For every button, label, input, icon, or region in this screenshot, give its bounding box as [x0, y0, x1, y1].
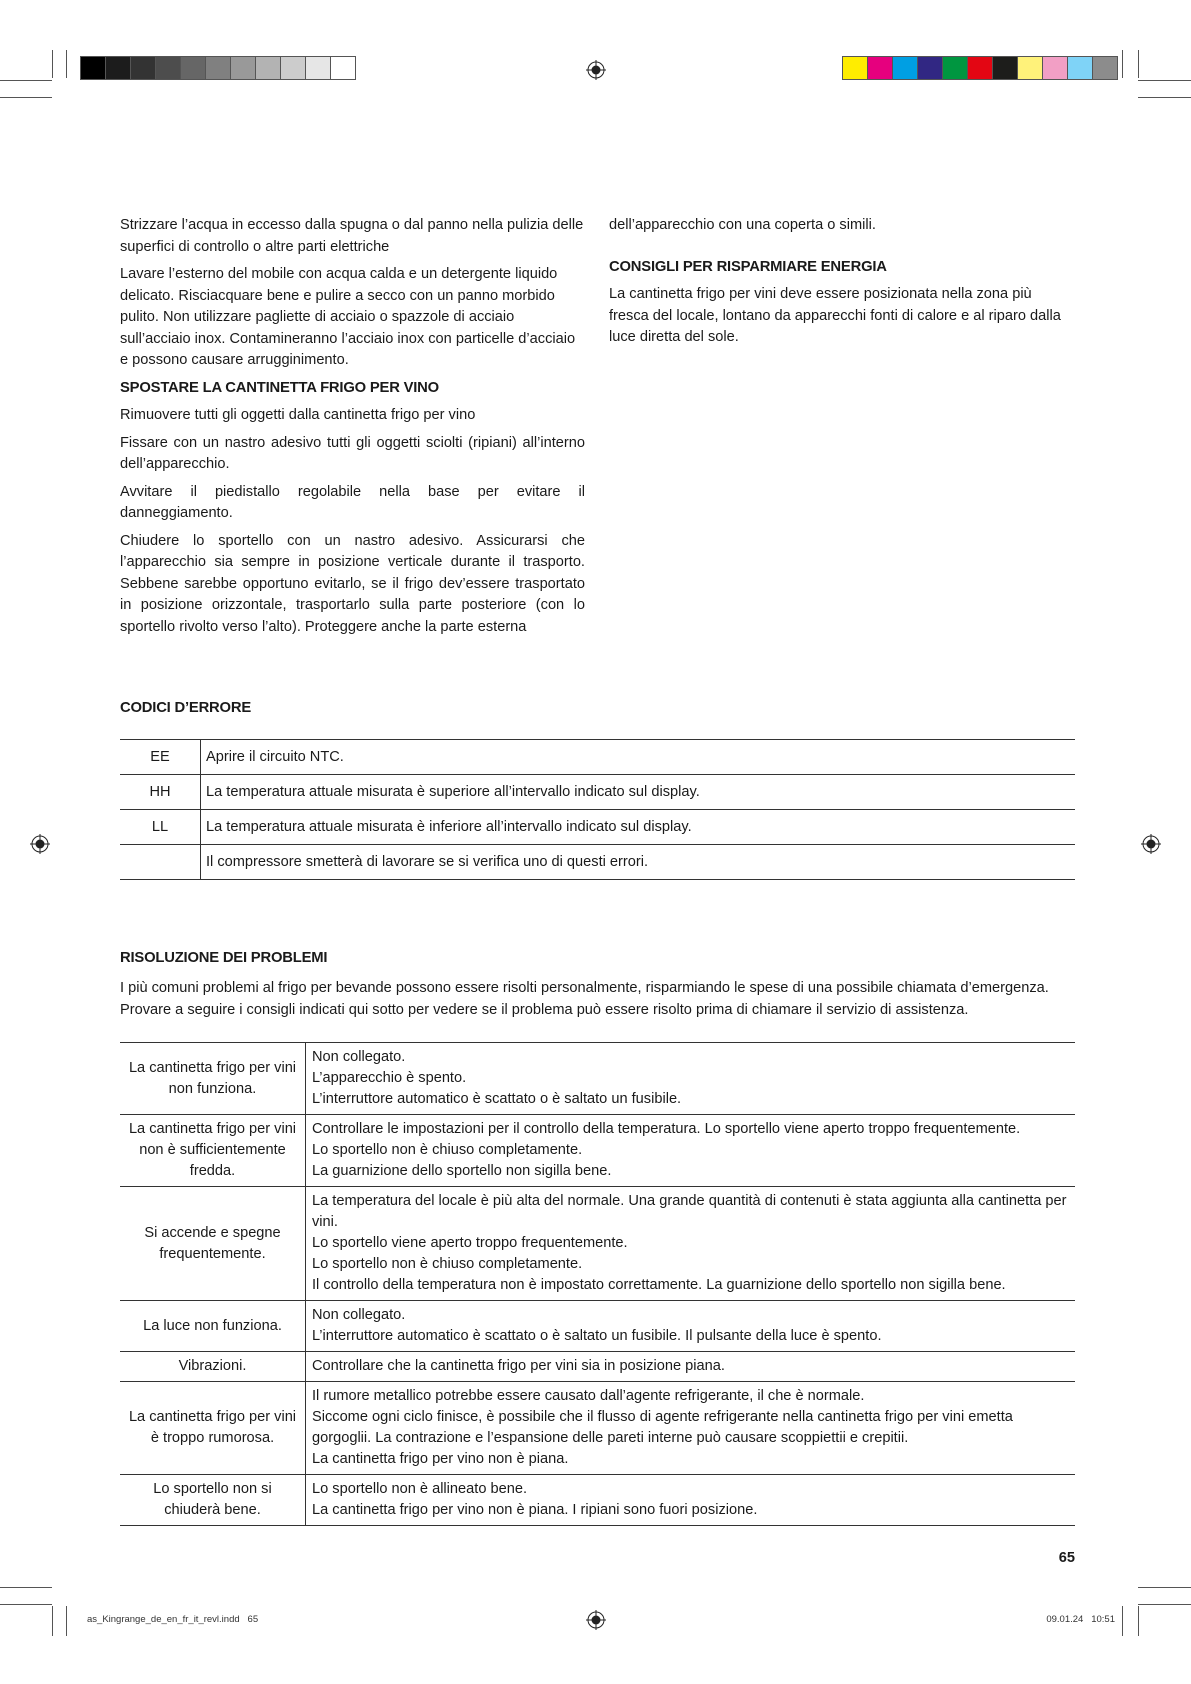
solution-line: La guarnizione dello sportello non sigilla bene.	[312, 1163, 612, 1179]
color-swatch	[330, 56, 356, 80]
solution-line: L’apparecchio è spento.	[312, 1070, 467, 1086]
troubleshooting-table	[120, 1042, 1075, 1526]
solution-line: Lo sportello viene aperto troppo frequentemente.	[312, 1235, 628, 1251]
solution-line: Lo sportello non è allineato bene.	[312, 1481, 528, 1497]
solution-cell	[306, 1352, 1076, 1382]
print-timestamp: 09.01.24 10:51	[1046, 1614, 1115, 1625]
color-swatch	[1042, 56, 1068, 80]
table-row	[120, 1352, 1075, 1382]
problem-cell: Vibrazioni.	[120, 1352, 306, 1382]
error-code: EE	[120, 740, 201, 775]
solution-cell	[306, 1043, 1076, 1115]
color-swatch	[305, 56, 331, 80]
color-swatch	[842, 56, 868, 80]
problem-cell: Lo sportello non si chiuderà bene.	[120, 1475, 306, 1526]
color-swatch	[280, 56, 306, 80]
error-description: Aprire il circuito NTC.	[201, 740, 1076, 775]
solution-line: La cantinetta frigo per vino non è piana.	[312, 1451, 569, 1467]
color-swatch	[967, 56, 993, 80]
color-swatch	[992, 56, 1018, 80]
table-row	[120, 740, 1075, 775]
solution-cell	[306, 1382, 1076, 1475]
solution-cell	[306, 1475, 1076, 1526]
solution-line: Non collegato.	[312, 1049, 406, 1065]
solution-line: Lo sportello non è chiuso completamente.	[312, 1256, 583, 1272]
paragraph: Strizzare l’acqua in eccesso dalla spugna o dal panno nella pulizia delle superfici di controllo o altre parti elettriche	[120, 217, 584, 255]
registration-mark-icon	[586, 60, 606, 80]
solution-cell	[306, 1301, 1076, 1352]
error-code: HH	[120, 775, 201, 810]
problem-cell: Si accende e spegne frequentemente.	[120, 1187, 306, 1301]
table-row	[120, 810, 1075, 845]
color-swatch	[130, 56, 156, 80]
registration-mark-icon	[30, 834, 50, 854]
file-slug: as_Kingrange_de_en_fr_it_revl.indd 65	[87, 1614, 259, 1625]
paragraph: Rimuovere tutti gli oggetti dalla cantinetta frigo per vino	[120, 407, 476, 423]
registration-mark-icon	[1141, 834, 1161, 854]
paragraph: Avvitare il piedistallo regolabile nella base per evitare il danneggiamento.	[120, 483, 585, 521]
color-swatch	[917, 56, 943, 80]
right-column	[609, 215, 1074, 355]
solution-line: La temperatura del locale è più alta del normale. Una grande quantità di contenuti è stata aggiunta alla cantinetta per vini.	[312, 1193, 1067, 1230]
registration-mark-icon	[586, 1610, 606, 1630]
paragraph: Lavare l’esterno del mobile con acqua calda e un detergente liquido delicato. Risciacquare bene e pulire a secco con un panno morbido pulito. Non utilizzare pagliette di acciaio o spazzole di acciaio sull’acciaio inox. Contamineranno l’acciaio inox con particelle d’acciaio e possono causare arrugginimento.	[120, 266, 576, 368]
color-swatch	[180, 56, 206, 80]
problem-cell: La luce non funziona.	[120, 1301, 306, 1352]
table-row	[120, 775, 1075, 810]
color-swatch	[205, 56, 231, 80]
color-swatch	[255, 56, 281, 80]
solution-cell	[306, 1115, 1076, 1187]
error-description: Il compressore smetterà di lavorare se si verifica uno di questi errori.	[201, 845, 1076, 880]
solution-line: Siccome ogni ciclo finisce, è possibile che il flusso di agente refrigerante nella cantinetta frigo per vini emetta gorgoglii. La contrazione e l’espansione delle pareti interne può causare scoppiettii e crepitii.	[312, 1409, 1013, 1446]
solution-line: Controllare che la cantinetta frigo per vini sia in posizione piana.	[312, 1358, 725, 1374]
color-swatch	[230, 56, 256, 80]
paragraph: dell’apparecchio con una coperta o simili.	[609, 217, 876, 233]
solution-line: Il rumore metallico potrebbe essere causato dall’agente refrigerante, il che è normale.	[312, 1388, 865, 1404]
solution-line: Controllare le impostazioni per il controllo della temperatura. Lo sportello viene aperto troppo frequentemente.	[312, 1121, 1021, 1137]
troubleshooting-intro: I più comuni problemi al frigo per bevande possono essere risolti personalmente, risparmiando le spese di una possibile chiamata d’emergenza. Provare a seguire i consigli indicati qui sotto per vedere se il problema può essere risolto prima di chiamare il servizio di assistenza.	[120, 980, 1049, 1018]
section-heading-troubleshooting: RISOLUZIONE DEI PROBLEMI	[120, 950, 328, 966]
section-heading-error-codes: CODICI D’ERRORE	[120, 700, 252, 716]
color-swatch	[1092, 56, 1118, 80]
left-column	[120, 215, 585, 644]
error-description: La temperatura attuale misurata è inferiore all’intervallo indicato sul display.	[201, 810, 1076, 845]
solution-cell	[306, 1187, 1076, 1301]
table-row	[120, 1475, 1075, 1526]
color-swatch	[942, 56, 968, 80]
problem-cell: La cantinetta frigo per vini è troppo rumorosa.	[120, 1382, 306, 1475]
solution-line: Non collegato.	[312, 1307, 406, 1323]
solution-line: Lo sportello non è chiuso completamente.	[312, 1142, 583, 1158]
section-heading-energy: CONSIGLI PER RISPARMIARE ENERGIA	[609, 258, 887, 275]
solution-line: La cantinetta frigo per vino non è piana. I ripiani sono fuori posizione.	[312, 1502, 758, 1518]
table-row	[120, 845, 1075, 880]
table-row	[120, 1382, 1075, 1475]
color-swatch	[80, 56, 106, 80]
problem-cell: La cantinetta frigo per vini non è sufficientemente fredda.	[120, 1115, 306, 1187]
table-row	[120, 1043, 1075, 1115]
color-swatch	[1017, 56, 1043, 80]
table-row	[120, 1115, 1075, 1187]
solution-line: L’interruttore automatico è scattato o è saltato un fusibile. Il pulsante della luce è spento.	[312, 1328, 882, 1344]
color-swatch	[1067, 56, 1093, 80]
color-swatch	[867, 56, 893, 80]
section-heading-moving: SPOSTARE LA CANTINETTA FRIGO PER VINO	[120, 379, 439, 396]
error-description: La temperatura attuale misurata è superiore all’intervallo indicato sul display.	[201, 775, 1076, 810]
paragraph: Chiudere lo sportello con un nastro adesivo. Assicurarsi che l’apparecchio sia sempre in posizione verticale durante il trasporto. Sebbene sarebbe opportuno evitarlo, se il frigo dev’essere trasportato in posizione orizzontale, trasportarlo sulla parte posteriore (con lo sportello rivolto verso l’alto). Proteggere anche la parte esterna	[120, 532, 585, 635]
table-row	[120, 1187, 1075, 1301]
problem-cell: La cantinetta frigo per vini non funziona.	[120, 1043, 306, 1115]
error-code	[120, 845, 201, 880]
error-code: LL	[120, 810, 201, 845]
color-swatch	[105, 56, 131, 80]
solution-line: Il controllo della temperatura non è impostato correttamente. La guarnizione dello sportello non sigilla bene.	[312, 1277, 1006, 1293]
color-swatch	[892, 56, 918, 80]
table-row	[120, 1301, 1075, 1352]
paragraph: Fissare con un nastro adesivo tutti gli oggetti sciolti (ripiani) all’interno dell’apparecchio.	[120, 434, 585, 472]
solution-line: L’interruttore automatico è scattato o è saltato un fusibile.	[312, 1091, 682, 1107]
paragraph: La cantinetta frigo per vini deve essere posizionata nella zona più fresca del locale, lontano da apparecchi fonti di calore e al riparo dalla luce diretta del sole.	[609, 286, 1061, 345]
page-number: 65	[1058, 1550, 1075, 1566]
color-swatch	[155, 56, 181, 80]
error-codes-table	[120, 739, 1075, 880]
